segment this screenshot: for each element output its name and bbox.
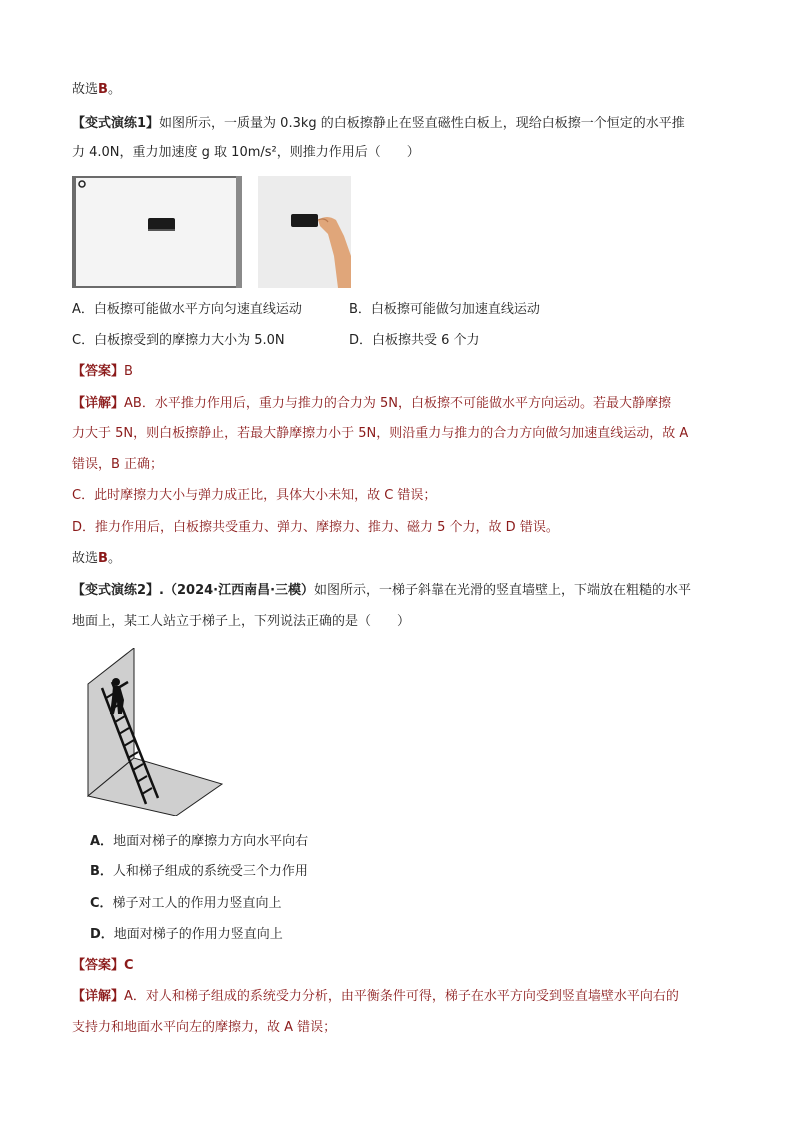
q2-option-d-text: 地面对梯子的作用力竖直向上 — [113, 927, 283, 942]
q2-option-b — [90, 862, 308, 882]
conclusion-answer: B — [98, 82, 108, 97]
q1-option-c: C．白板擦受到的摩擦力大小为 5.0N — [72, 333, 285, 348]
q1-option-b: B．白板擦可能做匀加速直线运动 — [349, 302, 540, 317]
q1-conclusion — [72, 549, 121, 569]
q2-answer-value: C — [124, 958, 134, 973]
q1-detail-line4: C．此时摩擦力大小与弹力成正比，具体大小未知，故 C 错误； — [72, 488, 437, 503]
q2-stem-line1 — [72, 581, 691, 601]
conclusion-prefix: 故选 — [72, 82, 99, 97]
q1-answer-value: B — [124, 364, 133, 379]
q1-detail-line2: 力大于 5N，则白板擦静止，若最大静摩擦力小于 5N，则沿重力与推力的合力方向做匀加速直线运动，故 A — [72, 426, 689, 441]
q2-option-c — [90, 894, 282, 914]
conclusion-top — [72, 80, 121, 100]
q2-option-d-letter: D． — [90, 927, 114, 942]
q1-detail-line1 — [72, 394, 671, 414]
q2-option-b-text: 人和梯子组成的系统受三个力作用 — [112, 864, 308, 879]
q2-detail-line1 — [72, 987, 679, 1007]
q1-option-a: A．白板擦可能做水平方向匀速直线运动 — [72, 302, 302, 317]
ladder-figure — [84, 648, 226, 816]
q2-stem-line2: 地面上，某工人站立于梯子上，下列说法正确的是（ ） — [72, 614, 411, 629]
q1-answer — [72, 362, 133, 382]
whiteboard-push-graphic — [258, 176, 351, 288]
q1-conclusion-suffix: 。 — [107, 551, 121, 566]
q1-detail-line5: D．推力作用后，白板擦共受重力、弹力、摩擦力、推力、磁力 5 个力，故 D 错误。 — [72, 520, 559, 535]
q1-conclusion-prefix: 故选 — [72, 551, 99, 566]
q1-option-d: D．白板擦共受 6 个力 — [349, 333, 480, 348]
q1-detail-text-1: AB．水平推力作用后，重力与推力的合力为 5N，白板擦不可能做水平方向运动。若最大静摩擦 — [124, 396, 671, 411]
q1-stem-line2: 力 4.0N，重力加速度 g 取 10m/s²，则推力作用后（ ） — [72, 145, 420, 160]
q2-detail-text-1: A．对人和梯子组成的系统受力分析，由平衡条件可得，梯子在水平方向受到竖直墙壁水平向右的 — [124, 989, 679, 1004]
q2-answer-tag: 【答案】 — [72, 958, 125, 973]
ladder-figure-graphic — [84, 648, 226, 816]
q2-option-c-letter: C． — [90, 896, 113, 911]
q2-option-a-text: 地面对梯子的摩擦力方向水平向右 — [113, 834, 309, 849]
q2-option-b-letter: B． — [90, 864, 113, 879]
q2-line1-text: 如图所示，一梯子斜靠在光滑的竖直墙壁上，下端放在粗糙的水平 — [314, 583, 692, 598]
q1-tag: 【变式演练1】 — [72, 116, 160, 131]
q2-tag: 【变式演练2】 — [72, 583, 160, 598]
q2-option-d — [90, 925, 283, 945]
q2-detail-line2: 支持力和地面水平向左的摩擦力，故 A 错误； — [72, 1020, 337, 1035]
q1-conclusion-answer: B — [98, 551, 108, 566]
q2-detail-tag: 【详解】 — [72, 989, 125, 1004]
q1-answer-tag: 【答案】 — [72, 364, 125, 379]
q2-option-a-letter: A． — [90, 834, 114, 849]
q1-stem-line1 — [72, 114, 685, 134]
whiteboard-photo-push — [258, 176, 351, 288]
q2-answer — [72, 956, 134, 976]
q2-option-c-text: 梯子对工人的作用力竖直向上 — [112, 896, 282, 911]
q2-source: .（2024·江西南昌·三模） — [159, 583, 315, 598]
conclusion-suffix: 。 — [107, 82, 121, 97]
whiteboard-static-graphic — [72, 176, 242, 288]
q1-detail-tag: 【详解】 — [72, 396, 125, 411]
whiteboard-photo-static — [72, 176, 242, 288]
q1-detail-line3: 错误，B 正确； — [72, 457, 164, 472]
q1-line1-text: 如图所示，一质量为 0.3kg 的白板擦静止在竖直磁性白板上，现给白板擦一个恒定的水平推 — [159, 116, 685, 131]
q2-option-a — [90, 832, 308, 852]
